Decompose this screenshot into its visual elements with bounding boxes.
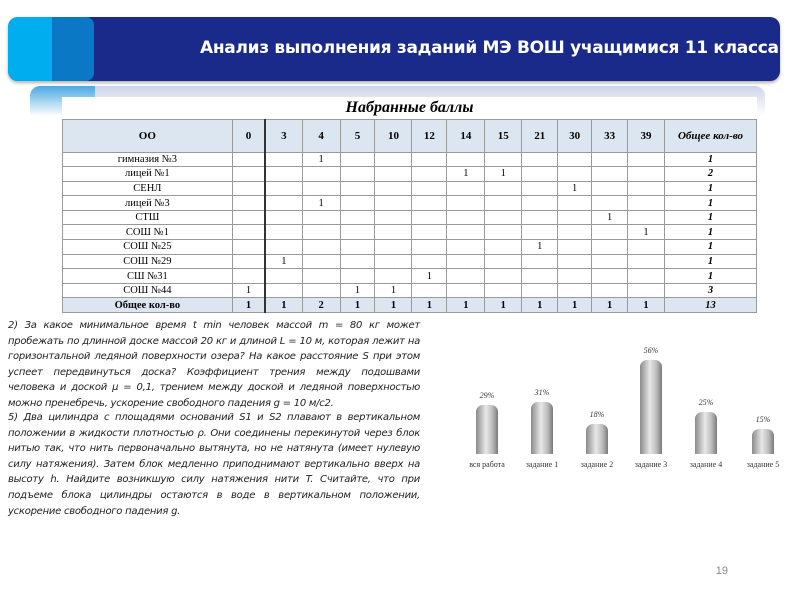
score-cell [302, 240, 340, 255]
score-cell [265, 196, 302, 211]
row-label: Общее кол-во [63, 298, 233, 313]
row-label: СОШ №44 [63, 283, 233, 298]
score-cell [447, 210, 485, 225]
score-cell [628, 210, 665, 225]
score-cell [522, 167, 558, 182]
score-cell [447, 152, 485, 167]
score-cell [628, 181, 665, 196]
score-cell [485, 152, 522, 167]
score-cell [302, 167, 340, 182]
score-cell [232, 196, 265, 211]
score-cell [558, 210, 592, 225]
table-row [63, 254, 757, 269]
slide-title: Анализ выполнения заданий МЭ ВОШ учащимися 11 класса [200, 38, 779, 58]
score-cell [628, 196, 665, 211]
score-cell [522, 152, 558, 167]
score-cell [558, 152, 592, 167]
score-cell: 1 [412, 269, 447, 284]
score-cell [522, 181, 558, 196]
score-cell [375, 152, 412, 167]
data-label: 18% [589, 409, 605, 419]
score-cell [412, 152, 447, 167]
table-total-row [63, 298, 757, 313]
score-cell [340, 167, 375, 182]
total-cell: 3 [665, 283, 757, 298]
score-cell: 30 [558, 119, 592, 152]
score-cell: 5 [340, 119, 375, 152]
score-cell [558, 269, 592, 284]
score-cell: 1 [232, 298, 265, 313]
data-label: 15% [755, 414, 771, 424]
bar-3 [640, 360, 662, 454]
score-cell [485, 225, 522, 240]
score-cell [340, 210, 375, 225]
category-label: вся работа [469, 460, 505, 469]
score-cell [592, 269, 628, 284]
score-cell: 1 [340, 283, 375, 298]
score-cell: 1 [375, 283, 412, 298]
score-cell [628, 254, 665, 269]
total-cell: 1 [665, 196, 757, 211]
row-label: лицей №3 [63, 196, 233, 211]
table-row [63, 240, 757, 255]
score-cell: 1 [628, 225, 665, 240]
score-cell [447, 225, 485, 240]
score-cell: 1 [265, 298, 302, 313]
score-cell [558, 240, 592, 255]
task-5-text: 5) Два цилиндра с площадями оснований S1 и S2 плавают в вертикальном положении в жидкости плотностью ρ. Они соединены перекинутой через блок нитью так, что нить первоначально вытянута, но не натянута (имеет нулевую силу натяжения). Затем блок медленно приподнимают вертикально вверх на высоту h. Найдите возникшую силу натяжения нити T. Считайте, что при подъеме блока цилиндры остаются в воде в вертикальном положении, ускорение свободного падения g. [8, 412, 420, 517]
score-cell: 1 [522, 240, 558, 255]
score-cell [265, 283, 302, 298]
score-cell [232, 240, 265, 255]
scores-table [62, 97, 757, 313]
score-cell: 1 [340, 298, 375, 313]
score-cell: 1 [592, 210, 628, 225]
table-row [63, 269, 757, 284]
score-cell: 15 [485, 119, 522, 152]
score-cell [340, 152, 375, 167]
score-cell [302, 225, 340, 240]
row-label: ОО [63, 119, 233, 152]
total-cell: 1 [665, 181, 757, 196]
table-row [63, 210, 757, 225]
score-cell [592, 181, 628, 196]
score-cell [592, 167, 628, 182]
score-cell [592, 196, 628, 211]
row-label: СОШ №29 [63, 254, 233, 269]
score-cell [375, 181, 412, 196]
score-cell [232, 152, 265, 167]
total-cell: 2 [665, 167, 757, 182]
category-label: задание 5 [746, 460, 780, 469]
score-cell: 1 [485, 167, 522, 182]
score-cell [522, 210, 558, 225]
table-row [63, 181, 757, 196]
score-cell [628, 283, 665, 298]
score-cell [340, 181, 375, 196]
bar-0 [476, 405, 498, 454]
score-cell [340, 225, 375, 240]
score-cell: 4 [302, 119, 340, 152]
table-row [63, 152, 757, 167]
score-cell [485, 254, 522, 269]
score-cell [232, 210, 265, 225]
score-cell [485, 283, 522, 298]
score-cell [412, 283, 447, 298]
score-cell [522, 225, 558, 240]
score-cell: 1 [558, 181, 592, 196]
table-caption: Набранные баллы [345, 98, 474, 116]
total-cell: 1 [665, 152, 757, 167]
score-cell [265, 210, 302, 225]
score-cell: 3 [265, 119, 302, 152]
score-cell [522, 254, 558, 269]
score-cell [302, 269, 340, 284]
score-cell [412, 254, 447, 269]
score-cell [447, 196, 485, 211]
score-cell: 1 [628, 298, 665, 313]
score-cell [340, 240, 375, 255]
total-cell: 1 [665, 269, 757, 284]
score-cell: 39 [628, 119, 665, 152]
score-cell [412, 181, 447, 196]
row-label: СОШ №25 [63, 240, 233, 255]
score-cell [628, 167, 665, 182]
score-cell [302, 283, 340, 298]
score-cell [232, 225, 265, 240]
score-cell [265, 225, 302, 240]
score-cell: 1 [522, 298, 558, 313]
row-label: гимназия №3 [63, 152, 233, 167]
score-cell: 1 [302, 196, 340, 211]
score-cell [340, 269, 375, 284]
score-cell [375, 269, 412, 284]
category-label: задание 2 [580, 460, 614, 469]
table-header-row [63, 119, 757, 152]
score-cell [485, 269, 522, 284]
score-cell: 10 [375, 119, 412, 152]
score-cell: 0 [232, 119, 265, 152]
score-cell [232, 167, 265, 182]
score-cell [558, 283, 592, 298]
score-cell [522, 269, 558, 284]
score-cell [628, 152, 665, 167]
score-cell [447, 269, 485, 284]
score-cell: 1 [302, 152, 340, 167]
score-cell [340, 196, 375, 211]
score-cell: 33 [592, 119, 628, 152]
score-cell [232, 181, 265, 196]
score-cell [628, 240, 665, 255]
bar-5 [752, 429, 774, 454]
bar-4 [695, 412, 717, 454]
score-cell [522, 196, 558, 211]
banner-accent-light [8, 17, 52, 81]
score-cell [375, 240, 412, 255]
row-label: СОШ №1 [63, 225, 233, 240]
data-label: 25% [698, 398, 714, 407]
score-cell: 1 [447, 298, 485, 313]
score-cell [592, 152, 628, 167]
score-cell: 1 [412, 298, 447, 313]
score-cell [302, 254, 340, 269]
score-cell: 1 [592, 298, 628, 313]
score-cell [340, 254, 375, 269]
data-label: 29% [479, 391, 495, 401]
total-cell: 13 [665, 298, 757, 313]
score-cell: 1 [265, 254, 302, 269]
page-number: 19 [715, 565, 728, 577]
score-cell [265, 269, 302, 284]
score-cell: 14 [447, 119, 485, 152]
score-cell [558, 196, 592, 211]
score-cell [558, 167, 592, 182]
score-cell [375, 196, 412, 211]
score-cell [302, 210, 340, 225]
score-cell: 12 [412, 119, 447, 152]
score-cell [592, 225, 628, 240]
table-row [63, 196, 757, 211]
score-cell [447, 283, 485, 298]
score-cell: 1 [447, 167, 485, 182]
score-cell [302, 181, 340, 196]
score-cell [592, 254, 628, 269]
score-cell [375, 225, 412, 240]
score-cell: 2 [302, 298, 340, 313]
bar-1 [531, 402, 553, 454]
row-label: СТШ [63, 210, 233, 225]
score-cell: 21 [522, 119, 558, 152]
score-cell [265, 181, 302, 196]
row-label: лицей №1 [63, 167, 233, 182]
score-cell [522, 283, 558, 298]
category-label: задание 4 [689, 460, 723, 469]
score-cell [628, 269, 665, 284]
total-cell: 1 [665, 210, 757, 225]
data-label: 56% [643, 345, 659, 355]
score-cell [412, 167, 447, 182]
score-cell [592, 283, 628, 298]
row-label: СШ №31 [63, 269, 233, 284]
table-row [63, 167, 757, 182]
score-cell [265, 152, 302, 167]
score-cell: 1 [375, 298, 412, 313]
score-cell: 1 [232, 283, 265, 298]
data-label: 31% [534, 387, 550, 397]
score-cell [485, 196, 522, 211]
score-cell [375, 254, 412, 269]
category-label: задание 1 [525, 460, 559, 469]
score-cell [558, 225, 592, 240]
score-cell [485, 210, 522, 225]
score-cell [232, 269, 265, 284]
score-cell [447, 254, 485, 269]
results-bar-chart [445, 340, 795, 480]
score-cell [265, 167, 302, 182]
score-cell [412, 196, 447, 211]
score-cell [265, 240, 302, 255]
score-cell [375, 210, 412, 225]
score-cell: 1 [485, 298, 522, 313]
score-cell [375, 167, 412, 182]
category-label: задание 3 [634, 460, 668, 469]
total-cell: 1 [665, 240, 757, 255]
table-row [63, 225, 757, 240]
score-cell [485, 181, 522, 196]
row-label: СЕНЛ [63, 181, 233, 196]
score-cell [232, 254, 265, 269]
score-cell [485, 240, 522, 255]
score-cell [412, 225, 447, 240]
total-cell: 1 [665, 225, 757, 240]
score-cell [412, 210, 447, 225]
score-cell: 1 [558, 298, 592, 313]
total-cell: 1 [665, 254, 757, 269]
score-cell [558, 254, 592, 269]
task-2-text: 2) За какое минимальное время t min человек массой m = 80 кг может пробежать по длинной доске массой 20 кг и длиной L = 10 м, которая лежит на горизонтальной ледяной поверхности озера? На какое расстояние S при этом успеет передвинуться доска? Коэффициент трения между подошвами человека и доской μ = 0,1, трением между доской и ледяной поверхностью можно пренебречь, ускорение свободного падения g = 10 м/с2. [8, 320, 420, 409]
score-cell [412, 240, 447, 255]
bar-2 [586, 424, 608, 454]
score-cell [447, 240, 485, 255]
table-row [63, 283, 757, 298]
score-cell [592, 240, 628, 255]
score-cell [447, 181, 485, 196]
total-cell: Общее кол-во [665, 119, 757, 152]
